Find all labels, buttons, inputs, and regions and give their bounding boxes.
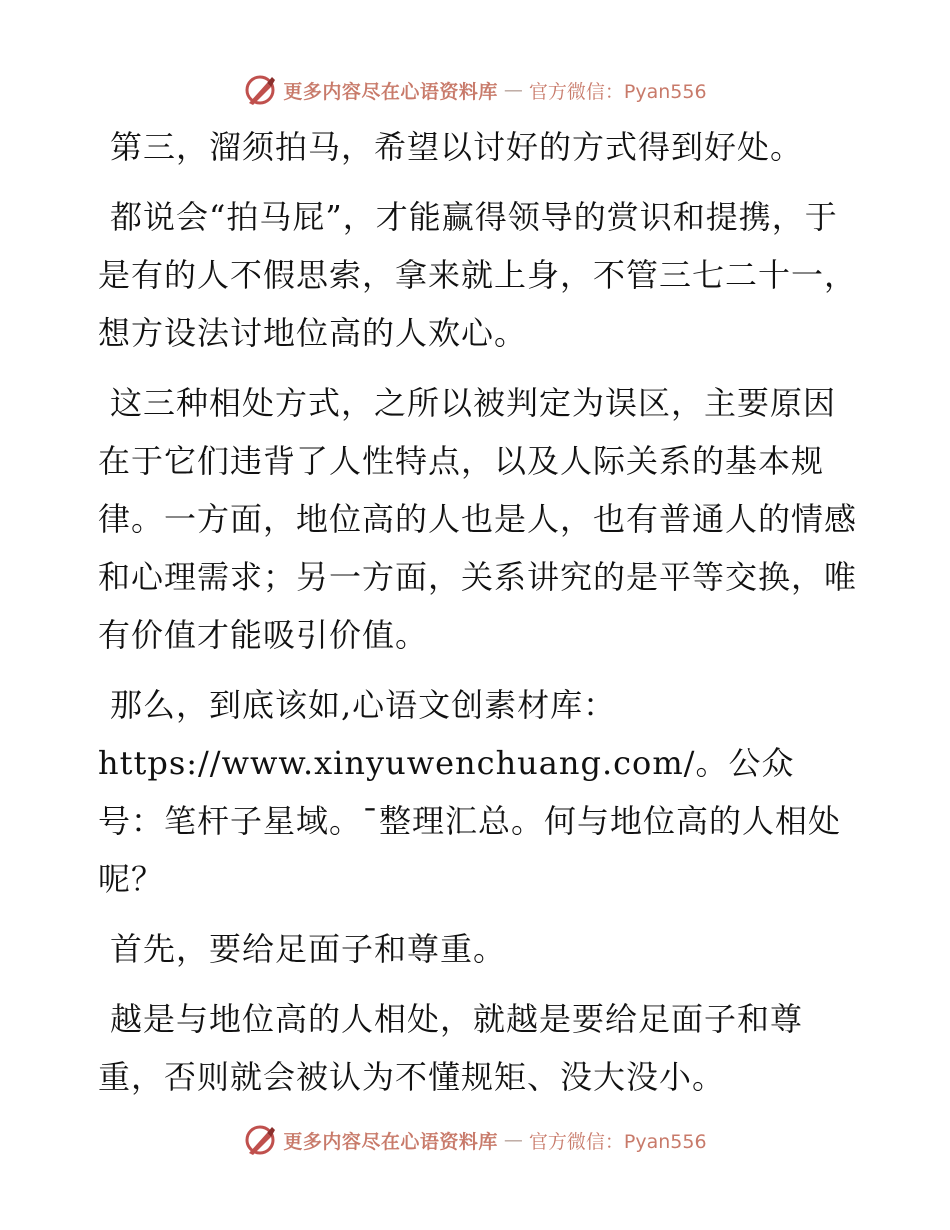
paragraph: 越是与地位高的人相处，就越是要给足面子和尊重，否则就会被认为不懂规矩、没大没小。 <box>98 1000 804 1096</box>
watermark-separator: — <box>503 1129 523 1151</box>
watermark-text: 更多内容尽在心语资料库 <box>283 1130 498 1153</box>
footer-watermark <box>0 1120 950 1160</box>
header-watermark <box>0 70 950 110</box>
watermark-account: 官方微信：Pyan556 <box>528 80 707 103</box>
watermark-account: 官方微信：Pyan556 <box>528 1130 707 1153</box>
paragraph: 都说会“拍马屁”，才能赢得领导的赏识和提携，于是有的人不假思索，拿来就上身，不管三七二十一，想方设法讨地位高的人欢心。 <box>98 198 858 352</box>
pen-logo-icon <box>243 1123 277 1157</box>
paragraph: 那么，到底该如,心语文创素材库：https://www.xinyuwenchuang.com/。公众号：笔杆子星域。¯整理汇总。何与地位高的人相处呢？ <box>98 686 842 898</box>
document-body <box>98 118 858 1118</box>
watermark-separator: — <box>503 79 523 101</box>
paragraph: 这三种相处方式，之所以被判定为误区，主要原因在于它们违背了人性特点，以及人际关系的基本规律。一方面，地位高的人也是人，也有普通人的情感和心理需求；另一方面，关系讲究的是平等交换，唯有价值才能吸引价值。 <box>98 384 858 654</box>
watermark-text: 更多内容尽在心语资料库 <box>283 80 498 103</box>
watermark-group <box>243 73 706 107</box>
paragraph: 第三，溜须拍马，希望以讨好的方式得到好处。 <box>110 128 804 166</box>
pen-logo-icon <box>243 73 277 107</box>
watermark-group <box>243 1123 706 1157</box>
paragraph: 首先，要给足面子和尊重。 <box>110 930 507 968</box>
